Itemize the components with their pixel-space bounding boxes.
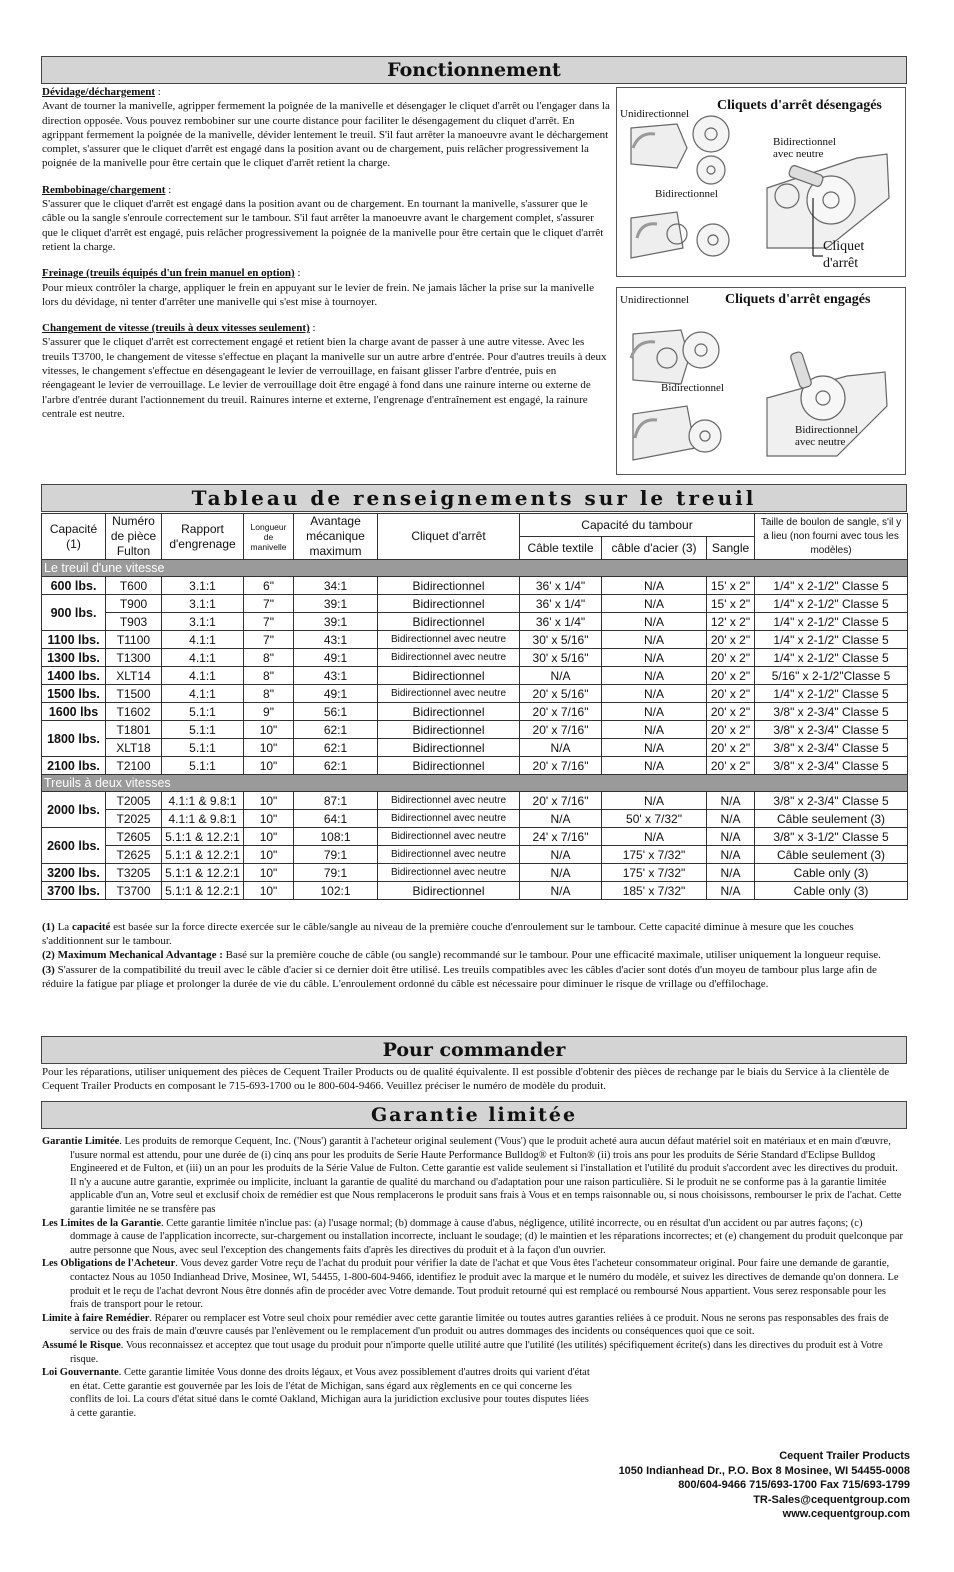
table-row xyxy=(42,613,908,631)
warranty-clause: Loi Gouvernante. Cette garantie limitée Vous donne des droits légaux, et Vous avez possiblement d'autres droits qui varient d'état en état. Cette garantie est gouvernée par les lois de l'état de Michigan, sans égard aux règlements en ce qui concerne les conflits de loi. La cours d'état situé dans le comté Oakland, Michigan aura la juridiction exclusive pour toutes disputes liées à cette garantie. xyxy=(42,1367,590,1419)
table-cell: 34:1 xyxy=(294,577,378,595)
table-cell: T1500 xyxy=(106,685,162,703)
winch-illustration xyxy=(617,288,905,474)
capacity-cell: 1500 lbs. xyxy=(42,685,106,703)
table-cell: XLT18 xyxy=(106,739,162,757)
order-text: Pour les réparations, utiliser uniquement des pièces de Cequent Trailer Products ou de qualité équivalente. Il est possible d'obtenir des pièces de rechange par le biais du Service à la clientèle de Cequent Trailer Products en composant le 715-693-1700 ou le 800-604-9466. Veuillez préciser le numéro de modèle du produit. xyxy=(42,1066,890,1093)
header-capacity: Capacité (1) xyxy=(42,514,106,560)
table-row xyxy=(42,846,908,864)
table-cell: Bidirectionnel xyxy=(378,577,520,595)
table-row xyxy=(42,864,908,882)
table-cell: N/A xyxy=(602,595,707,613)
table-cell: 3/8" x 2-3/4" Classe 5 xyxy=(755,757,908,775)
table-cell: 10" xyxy=(244,846,294,864)
table-row xyxy=(42,667,908,685)
table-cell: 4.1:1 xyxy=(162,649,244,667)
table-cell: T900 xyxy=(106,595,162,613)
table-cell: N/A xyxy=(602,739,707,757)
table-cell: 39:1 xyxy=(294,595,378,613)
table-cell: 15' x 2" xyxy=(707,595,755,613)
operation-title: Dévidage/déchargement xyxy=(42,86,156,98)
table-cell: 20' x 7/16" xyxy=(520,703,602,721)
table-cell: N/A xyxy=(602,703,707,721)
operation-paragraph: Freinage (treuils équipés d'un frein manuel en option) : Pour mieux contrôler la charge, appliquer le frein en appuyant sur le levier de frein. Ne jamais lâcher la prise sur la manivelle lors du dévidage, ni tenter d'arrêter une manivelle qui s'est mise à tournoyer. xyxy=(42,267,595,308)
table-row xyxy=(42,882,908,900)
table-cell: 10" xyxy=(244,828,294,846)
label-unidirectional: Unidirectionnel xyxy=(620,294,690,306)
capacity-cell: 3200 lbs. xyxy=(42,864,106,882)
table-cell: Bidirectionnel xyxy=(378,721,520,739)
table-cell: N/A xyxy=(520,864,602,882)
table-cell: 1/4" x 2-1/2" Classe 5 xyxy=(755,685,908,703)
table-cell: 3.1:1 xyxy=(162,595,244,613)
label-bidirectional-neutral: Bidirectionnel avec neutre xyxy=(795,424,858,448)
table-cell: Câble seulement (3) xyxy=(755,810,908,828)
table-cell: 5.1:1 xyxy=(162,739,244,757)
table-cell: 24' x 7/16" xyxy=(520,828,602,846)
table-cell: 10" xyxy=(244,864,294,882)
label-bidirectional: Bidirectionnel xyxy=(661,382,724,394)
figure-pawls-disengaged xyxy=(616,87,906,277)
table-cell: Bidirectionnel xyxy=(378,757,520,775)
capacity-cell: 2600 lbs. xyxy=(42,828,106,864)
table-cell: 1/4" x 2-1/2" Classe 5 xyxy=(755,577,908,595)
table-cell: 64:1 xyxy=(294,810,378,828)
table-cell: 5.1:1 xyxy=(162,721,244,739)
table-cell: 1/4" x 2-1/2" Classe 5 xyxy=(755,613,908,631)
table-cell: 8" xyxy=(244,649,294,667)
table-cell: 9" xyxy=(244,703,294,721)
table-cell: 4.1:1 xyxy=(162,631,244,649)
table-cell: 10" xyxy=(244,757,294,775)
table-cell: N/A xyxy=(520,882,602,900)
table-cell: 102:1 xyxy=(294,882,378,900)
table-cell: 10" xyxy=(244,739,294,757)
phone-numbers: 800/604-9466 715/693-1700 Fax 715/693-1799 xyxy=(678,1479,910,1492)
table-cell: 4.1:1 xyxy=(162,667,244,685)
email-link[interactable]: TR-Sales@cequentgroup.com xyxy=(753,1493,910,1506)
capacity-cell: 1800 lbs. xyxy=(42,721,106,757)
table-cell: 7" xyxy=(244,595,294,613)
table-cell: 87:1 xyxy=(294,792,378,810)
table-cell: Bidirectionnel xyxy=(378,739,520,757)
table-cell: 1/4" x 2-1/2" Classe 5 xyxy=(755,649,908,667)
heading-order: Pour commander xyxy=(41,1036,907,1064)
section-label: Le treuil d'une vitesse xyxy=(42,560,908,577)
capacity-cell: 900 lbs. xyxy=(42,595,106,631)
table-cell: 49:1 xyxy=(294,649,378,667)
label-unidirectional: Unidirectionnel xyxy=(620,108,690,120)
table-cell: N/A xyxy=(520,846,602,864)
header-strap: Sangle xyxy=(707,537,755,560)
table-cell: Bidirectionnel xyxy=(378,703,520,721)
table-cell: T1801 xyxy=(106,721,162,739)
table-cell: 30' x 5/16" xyxy=(520,631,602,649)
operation-title: Changement de vitesse (treuils à deux vitesses seulement) xyxy=(42,322,310,335)
table-cell: T2005 xyxy=(106,792,162,810)
table-cell: 5.1:1 & 12.2:1 xyxy=(162,864,244,882)
table-cell: T2605 xyxy=(106,828,162,846)
table-cell: 49:1 xyxy=(294,685,378,703)
company-name: Cequent Trailer Products xyxy=(779,1450,910,1462)
table-cell: N/A xyxy=(602,577,707,595)
table-cell: 30' x 5/16" xyxy=(520,649,602,667)
table-cell: 20' x 2" xyxy=(707,631,755,649)
table-cell: 39:1 xyxy=(294,613,378,631)
table-cell: 62:1 xyxy=(294,757,378,775)
table-cell: Bidirectionnel avec neutre xyxy=(378,864,520,882)
heading-winch-table: Tableau de renseignements sur le treuil xyxy=(41,484,907,512)
table-cell: 5.1:1 & 12.2:1 xyxy=(162,882,244,900)
table-row xyxy=(42,828,908,846)
table-cell: 20' x 2" xyxy=(707,757,755,775)
table-cell: T2100 xyxy=(106,757,162,775)
table-cell: N/A xyxy=(520,667,602,685)
table-cell: 7" xyxy=(244,631,294,649)
table-cell: 79:1 xyxy=(294,846,378,864)
operation-text: Avant de tourner la manivelle, agripper fermement la poignée de la manivelle et désengager le cliquet d'arrêt ou l'engager dans la direction opposée. Vous pouvez rembobiner sur une courte distance pour faciliter le désengagement du cliquet d'arrêt. En agrippant fermement la poignée de la manivelle, dévider lentement le treuil. S'il faut arrêter la manoeuvre avant le déchargement complet, s'assurer que le cliquet d'arrêt est engagé dans la position avant ou de chargement, puis relâcher progressivement la poignée de la manivelle pour être certain que le cliquet d'arrêt retient la charge. xyxy=(42,100,610,170)
header-gear-ratio: Rapport d'engrenage xyxy=(162,514,244,560)
table-cell: 4.1:1 & 9.8:1 xyxy=(162,792,244,810)
table-cell: 36' x 1/4" xyxy=(520,613,602,631)
capacity-cell: 1600 lbs xyxy=(42,703,106,721)
table-cell: T600 xyxy=(106,577,162,595)
operation-text: S'assurer que le cliquet d'arrêt est engagé dans la position avant ou de chargement. En tournant la manivelle, s'assurer que le câble ou la sangle s'enroule correctement sur le tambour. S'il faut arrêter la manoeuvre avant le chargement complet, s'assurer que le cliquet d'arrêt est engagé, puis relâcher progressivement la poignée de la manivelle pour être certain que le cliquet d'arrêt retient la charge. xyxy=(42,198,604,253)
table-cell: N/A xyxy=(707,828,755,846)
table-cell: T1300 xyxy=(106,649,162,667)
header-handle-length: Longueur de manivelle xyxy=(244,514,294,560)
operation-text: S'assurer que le cliquet d'arrêt est correctement engagé et retient bien la charge avant de passer à une autre vitesse. Avec les treuils T3700, le changement de vitesse s'effectue en plaçant la manivelle sur un autre arbre d'entrée. Pour d'autres treuils à deux vitesses, le changement s'effectue en désengageant le levier de verrouillage, en faisant glisser l'arbre d'entrée, puis en réengageant le levier de verrouillage. Le levier de verrouillage doit être engagé à fond dans une rainure interne ou externe de l'arbre d'entrée durant l'actionnement du treuil. Rainures interne et externe, l'engrenage d'entraînement est engagé, la rainure centrale est neutre. xyxy=(42,336,607,420)
header-wire-rope: câble d'acier (3) xyxy=(602,537,707,560)
figure-title: Cliquets d'arrêt engagés xyxy=(725,292,871,307)
table-cell: N/A xyxy=(707,882,755,900)
header-drum-capacity: Capacité du tambour xyxy=(520,514,755,537)
table-cell: 5.1:1 xyxy=(162,757,244,775)
warranty-clause: Les Limites de la Garantie. Cette garantie limitée n'inclue pas: (a) l'usage normal; (b) dommage à cause d'abus, négligence, utilité incorrecte, ou en résultat d'un accident ou par autres façons; (c) dommage à cause de l'application incorrecte, sur-chargement ou installation incorrecte, incluant le soudage; (d) le maintien et les réparations incorrectes; et (e) changement du produit quelconque par autre personne que Nous, avec seul l'exception des changements faits d'après les directives du produit et à la façon d'un ouvrier. xyxy=(42,1217,903,1256)
table-cell: 5.1:1 xyxy=(162,703,244,721)
table-cell: N/A xyxy=(707,810,755,828)
table-cell: 50' x 7/32" xyxy=(602,810,707,828)
heading-warranty: Garantie limitée xyxy=(41,1101,907,1129)
table-cell: 10" xyxy=(244,792,294,810)
label-pawl: Cliquet d'arrêt xyxy=(823,239,865,271)
table-row xyxy=(42,631,908,649)
operation-title: Rembobinage/chargement xyxy=(42,183,166,196)
table-cell: 12' x 2" xyxy=(707,613,755,631)
table-cell: 36' x 1/4" xyxy=(520,577,602,595)
table-cell: 108:1 xyxy=(294,828,378,846)
operation-title: Freinage (treuils équipés d'un frein manuel en option) xyxy=(42,267,295,280)
operation-section xyxy=(42,85,610,433)
table-row xyxy=(42,721,908,739)
table-cell: N/A xyxy=(602,828,707,846)
figure-pawls-engaged xyxy=(616,287,906,475)
header-part-number: Numéro de pièce Fulton xyxy=(106,514,162,560)
figure-title: Cliquets d'arrêt désengagés xyxy=(717,98,882,113)
table-cell: 7" xyxy=(244,613,294,631)
table-cell: 3/8" x 3-1/2" Classe 5 xyxy=(755,828,908,846)
header-ratchet: Cliquet d'arrêt xyxy=(378,514,520,560)
table-cell: 20' x 2" xyxy=(707,685,755,703)
table-cell: N/A xyxy=(520,810,602,828)
table-section-row xyxy=(42,775,908,792)
capacity-cell: 1400 lbs. xyxy=(42,667,106,685)
table-row xyxy=(42,703,908,721)
header-rope: Câble textile xyxy=(520,537,602,560)
table-cell: 20' x 2" xyxy=(707,721,755,739)
table-cell: 3/8" x 2-3/4" Classe 5 xyxy=(755,792,908,810)
table-cell: 62:1 xyxy=(294,739,378,757)
table-cell: 1/4" x 2-1/2" Classe 5 xyxy=(755,631,908,649)
table-cell: 3/8" x 2-3/4" Classe 5 xyxy=(755,703,908,721)
table-cell: N/A xyxy=(602,721,707,739)
table-cell: Bidirectionnel avec neutre xyxy=(378,685,520,703)
heading-operation: Fonctionnement xyxy=(41,56,907,84)
table-row xyxy=(42,649,908,667)
table-cell: 175' x 7/32" xyxy=(602,846,707,864)
capacity-cell: 3700 lbs. xyxy=(42,882,106,900)
table-row xyxy=(42,757,908,775)
header-strap-bolt: Taille de boulon de sangle, s'il y a lieu (non fourni avec tous les modèles) xyxy=(755,514,908,560)
operation-text: Pour mieux contrôler la charge, appliquer le frein en appuyant sur le levier de frein. Ne jamais lâcher la prise sur la manivelle lors du dévidage, ni tenter d'arrêter une manivelle qui s'est mise à tournoyer. xyxy=(42,281,595,308)
table-cell: Bidirectionnel avec neutre xyxy=(378,631,520,649)
table-cell: N/A xyxy=(602,613,707,631)
table-row xyxy=(42,739,908,757)
capacity-cell: 600 lbs. xyxy=(42,577,106,595)
table-cell: T3205 xyxy=(106,864,162,882)
table-cell: 43:1 xyxy=(294,667,378,685)
warranty-clause: Les Obligations de l'Acheteur. Vous devez garder Votre reçu de l'achat du produit pour vérifier la date de l'achat et que Vous êtes l'acheteur consommateur original. Pour faire une demande de garantie, contactez Nous au 1050 Indianhead Drive, Mosinee, WI, 54455, 1-800-604-9466, identifiez le produit avec la marque et le numéro du modèle, et suivez les directives de demande qu'on donnera. Le produit et le reçu de l'achat devront Nous être donnés afin de procéder avec Votre demande. Tout produit retourné qui est remplacé ou remboursé Nous appartient. Vous serez responsable pour les frais de transport pour le retour. xyxy=(42,1258,899,1311)
operation-paragraph: Rembobinage/chargement : S'assurer que le cliquet d'arrêt est engagé dans la position avant ou de chargement. En tournant la manivelle, s'assurer que le câble ou la sangle s'enroule correctement sur le tambour. S'il faut arrêter la manoeuvre avant le chargement complet, s'assurer que le cliquet d'arrêt est engagé, puis relâcher progressivement la poignée de la manivelle pour être certain que le cliquet d'arrêt retient la charge. xyxy=(42,183,604,253)
table-cell: T1602 xyxy=(106,703,162,721)
warranty-section xyxy=(42,1135,906,1420)
header-mechanical-advantage: Avantage mécanique maximum xyxy=(294,514,378,560)
winch-spec-table xyxy=(41,513,908,900)
company-address xyxy=(619,1449,910,1522)
table-cell: Bidirectionnel xyxy=(378,613,520,631)
table-row xyxy=(42,595,908,613)
table-row xyxy=(42,685,908,703)
table-cell: 185' x 7/32" xyxy=(602,882,707,900)
table-cell: 6" xyxy=(244,577,294,595)
table-cell: 20' x 5/16" xyxy=(520,685,602,703)
warranty-clause: Limite à faire Remédier. Réparer ou remplacer est Votre seul choix pour remédier avec cette garantie limitée ou toutes autres garanties reliées à ce produit. Nous ne serons pas responsables des frais de service ou des frais de main d'œuvre causés par l'enlèvement ou le remplacement d'un produit ou autres dommages des incidents ou conséquences quoi que ce soit. xyxy=(42,1312,889,1338)
note: (3) S'assurer de la compatibilité du treuil avec le câble d'acier si ce dernier doit être utilisé. Les treuils compatibles avec les câbles d'acier sont dotés d'un moyeu de tambour plus large afin de réduire la fatigue par pliage et prolonger la durée de vie du câble. L'enroulement ordonné du câble est nécessaire pour diminuer le risque de vrillage ou d'effilochage. xyxy=(42,963,877,990)
table-cell: 10" xyxy=(244,882,294,900)
table-cell: 4.1:1 & 9.8:1 xyxy=(162,810,244,828)
table-cell: 20' x 7/16" xyxy=(520,757,602,775)
section-label: Treuils à deux vitesses xyxy=(42,775,908,792)
table-cell: N/A xyxy=(707,846,755,864)
street-address: 1050 Indianhead Dr., P.O. Box 8 Mosinee, WI 54455-0008 xyxy=(618,1464,910,1477)
table-cell: 3.1:1 xyxy=(162,613,244,631)
table-row xyxy=(42,792,908,810)
table-cell: 3/8" x 2-3/4" Classe 5 xyxy=(755,721,908,739)
table-cell: 56:1 xyxy=(294,703,378,721)
table-cell: 15' x 2" xyxy=(707,577,755,595)
operation-paragraph: Changement de vitesse (treuils à deux vitesses seulement) : S'assurer que le cliquet d'arrêt est correctement engagé et retient bien la charge avant de passer à une autre vitesse. Avec les treuils T3700, le changement de vitesse s'effectue en plaçant la manivelle sur un autre arbre d'entrée. Pour d'autres treuils à deux vitesses, le changement s'effectue en désengageant le levier de verrouillage, en faisant glisser l'arbre d'entrée, puis en réengageant le levier de verrouillage. Le levier de verrouillage doit être engagé à fond dans une rainure interne ou externe de l'arbre d'entrée durant l'actionnement du treuil. Rainures interne et externe, l'engrenage d'entraînement est engagé, la rainure centrale est neutre. xyxy=(42,322,607,420)
capacity-cell: 1300 lbs. xyxy=(42,649,106,667)
label-bidirectional-neutral: Bidirectionnel avec neutre xyxy=(773,136,836,160)
table-cell: N/A xyxy=(707,792,755,810)
label-bidirectional: Bidirectionnel xyxy=(655,188,718,200)
table-cell: Bidirectionnel xyxy=(378,882,520,900)
table-cell: Câble seulement (3) xyxy=(755,846,908,864)
capacity-cell: 2000 lbs. xyxy=(42,792,106,828)
table-section-row xyxy=(42,560,908,577)
warranty-clause: Garantie Limitée. Les produits de remorque Cequent, Inc. ('Nous') garantit à l'acheteur original seulement ('Vous') que le produit acheté aura aucun défaut matériel soit en matériaux et en main d'œuvre, l'usure normal est attendu, pour une durée de (i) cinq ans pour les produits de Serie Haute Performance Bulldog® et Fulton® (ii) trois ans pour les produits de Série Standard d'Eclipse Bulldog Engineered et de Fulton, et (iii) un an pour les produits de la Série Value de Fulton. Cette garantie est valide seulement si l'installation et l'utilité du produit s'accordent avec les directives du produit. Il n'y a aucune autre garantie, exprimée ou implicite, incluant la garantie de qualité du marchand ou d'adaptation pour une raison particulière. Si le produit ne se conforme pas à la garantie limitée applicable d'un an, Votre seul et exclusif choix de remédier est que Nous remplacerons le produit sans frais à Vous et en temps raisonnable ou, si nous choisissons, rembourser le prix de l'achat. Cette garantie limitée ne se transfère pas xyxy=(42,1136,902,1215)
table-cell: 20' x 2" xyxy=(707,703,755,721)
table-cell: Cable only (3) xyxy=(755,882,908,900)
table-cell: T3700 xyxy=(106,882,162,900)
table-cell: 20' x 2" xyxy=(707,649,755,667)
note: (2) Maximum Mechanical Advantage : Basé sur la première couche de câble (ou sangle) recommandé sur le tambour. Pour une efficacité maximale, utiliser uniquement la longueur requise. xyxy=(42,949,881,962)
capacity-cell: 2100 lbs. xyxy=(42,757,106,775)
table-cell: Cable only (3) xyxy=(755,864,908,882)
table-cell: N/A xyxy=(602,631,707,649)
table-cell: N/A xyxy=(602,792,707,810)
website-link[interactable]: www.cequentgroup.com xyxy=(782,1508,910,1521)
table-cell: Bidirectionnel avec neutre xyxy=(378,649,520,667)
table-cell: 175' x 7/32" xyxy=(602,864,707,882)
table-cell: T903 xyxy=(106,613,162,631)
table-cell: T2625 xyxy=(106,846,162,864)
table-notes xyxy=(42,920,906,991)
table-cell: N/A xyxy=(520,739,602,757)
table-cell: 4.1:1 xyxy=(162,685,244,703)
table-cell: N/A xyxy=(707,864,755,882)
table-cell: N/A xyxy=(602,649,707,667)
table-cell: 20' x 7/16" xyxy=(520,721,602,739)
table-row xyxy=(42,577,908,595)
warranty-clause: Assumé le Risque. Vous reconnaissez et acceptez que tout usage du produit pour n'importe quelle utilité autre que l'utilité (les utilités) spécifiquement écrite(s) dans les directives du produit est à Votre risque. xyxy=(42,1339,883,1365)
table-cell: N/A xyxy=(602,685,707,703)
table-cell: 8" xyxy=(244,667,294,685)
table-cell: 20' x 7/16" xyxy=(520,792,602,810)
table-cell: 5.1:1 & 12.2:1 xyxy=(162,828,244,846)
table-cell: Bidirectionnel avec neutre xyxy=(378,828,520,846)
table-cell: Bidirectionnel avec neutre xyxy=(378,792,520,810)
note: (1) La capacité est basée sur la force directe exercée sur le câble/sangle au niveau de la première couche d'enroulement sur le tambour. Cette capacité diminue à mesure que les couches s'additionnent sur le tambour. xyxy=(42,921,854,948)
table-cell: XLT14 xyxy=(106,667,162,685)
table-cell: Bidirectionnel xyxy=(378,667,520,685)
table-cell: 10" xyxy=(244,721,294,739)
operation-paragraph: Dévidage/déchargement : Avant de tourner la manivelle, agripper fermement la poignée de la manivelle et désengager le cliquet d'arrêt ou l'engager dans la direction opposée. Vous pouvez rembobiner sur une courte distance pour faciliter le désengagement du cliquet d'arrêt. En agrippant fermement la poignée de la manivelle, dévider lentement le treuil. S'il faut arrêter la manoeuvre avant le déchargement complet, s'assurer que le cliquet d'arrêt est engagé dans la position avant ou de chargement, puis relâcher progressivement la poignée de la manivelle pour être certain que le cliquet d'arrêt retient la charge. xyxy=(42,86,610,170)
table-cell: 8" xyxy=(244,685,294,703)
table-cell: Bidirectionnel avec neutre xyxy=(378,810,520,828)
table-cell: 79:1 xyxy=(294,864,378,882)
table-cell: 1/4" x 2-1/2" Classe 5 xyxy=(755,595,908,613)
table-cell: Bidirectionnel xyxy=(378,595,520,613)
table-cell: T2025 xyxy=(106,810,162,828)
table-cell: 20' x 2" xyxy=(707,667,755,685)
table-cell: Bidirectionnel avec neutre xyxy=(378,846,520,864)
table-cell: 5/16" x 2-1/2"Classe 5 xyxy=(755,667,908,685)
table-cell: N/A xyxy=(602,757,707,775)
table-cell: 43:1 xyxy=(294,631,378,649)
table-row xyxy=(42,810,908,828)
table-cell: 36' x 1/4" xyxy=(520,595,602,613)
table-cell: 5.1:1 & 12.2:1 xyxy=(162,846,244,864)
table-cell: 10" xyxy=(244,810,294,828)
table-cell: 3.1:1 xyxy=(162,577,244,595)
table-cell: N/A xyxy=(602,667,707,685)
table-cell: T1100 xyxy=(106,631,162,649)
capacity-cell: 1100 lbs. xyxy=(42,631,106,649)
table-cell: 3/8" x 2-3/4" Classe 5 xyxy=(755,739,908,757)
table-cell: 62:1 xyxy=(294,721,378,739)
table-cell: 20' x 2" xyxy=(707,739,755,757)
